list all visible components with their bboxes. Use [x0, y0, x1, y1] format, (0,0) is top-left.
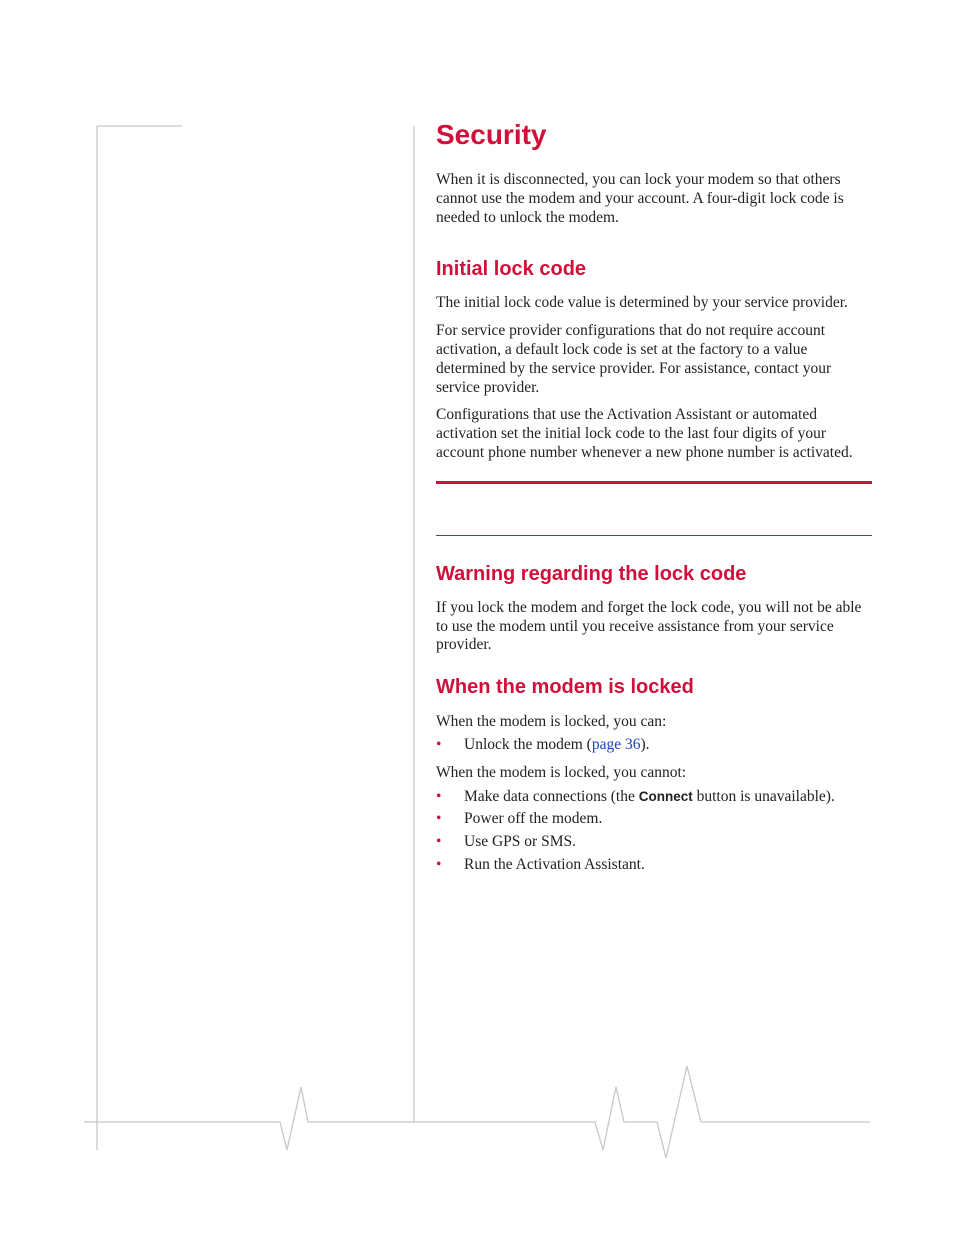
warning-paragraph: If you lock the modem and forget the lock code, you will not be able to use the modem until you receive assistance from your service provider.	[436, 598, 862, 654]
list-item	[436, 788, 872, 807]
bullet: •	[436, 787, 442, 805]
page-title: Security	[436, 119, 547, 150]
paragraph: The initial lock code value is determined by your service provider.	[436, 294, 848, 312]
list-item	[436, 856, 872, 875]
main-content	[436, 116, 872, 875]
item-text: Unlock the modem (	[464, 735, 592, 753]
cannot-intro: When the modem is locked, you cannot:	[436, 763, 687, 781]
list-item	[436, 810, 872, 829]
note-rule-bottom	[436, 535, 872, 536]
bullet: •	[436, 735, 442, 753]
page-link[interactable]: page 36	[591, 735, 641, 753]
item-text: Make data connections (the	[464, 787, 639, 805]
bullet: •	[436, 833, 442, 851]
heading-when-locked: When the modem is locked	[436, 676, 694, 699]
item-text: button is unavailable).	[692, 787, 835, 805]
note-rule-top	[436, 481, 872, 484]
intro-paragraph: When it is disconnected, you can lock your modem so that others cannot use the modem and your account. A four-digit lock code is needed to unlock the modem.	[436, 171, 844, 226]
item-text: Use GPS or SMS.	[464, 833, 576, 851]
cannot-list	[436, 788, 872, 875]
bullet: •	[436, 855, 442, 873]
can-list	[436, 736, 872, 755]
paragraph: For service provider configurations that do not require account activation, a default lock code is set at the factory to a value determined by the service provider. For assistance, contact your service provider.	[436, 322, 832, 396]
paragraph: Configurations that use the Activation Assistant or automated activation set the initial lock code to the last four digits of your account phone number whenever a new phone number is activated.	[436, 406, 853, 461]
connect-button-label: Connect	[638, 788, 693, 804]
signal-wave-right	[414, 1066, 870, 1158]
bullet: •	[436, 810, 442, 828]
item-text: Power off the modem.	[464, 810, 603, 828]
can-intro: When the modem is locked, you can:	[436, 713, 667, 731]
item-text: Run the Activation Assistant.	[464, 855, 645, 873]
heading-initial-lock-code: Initial lock code	[436, 258, 587, 281]
item-text: ).	[640, 735, 650, 753]
signal-wave-left	[84, 1087, 414, 1150]
heading-warning: Warning regarding the lock code	[436, 562, 747, 585]
list-item	[436, 736, 872, 755]
list-item	[436, 833, 872, 852]
